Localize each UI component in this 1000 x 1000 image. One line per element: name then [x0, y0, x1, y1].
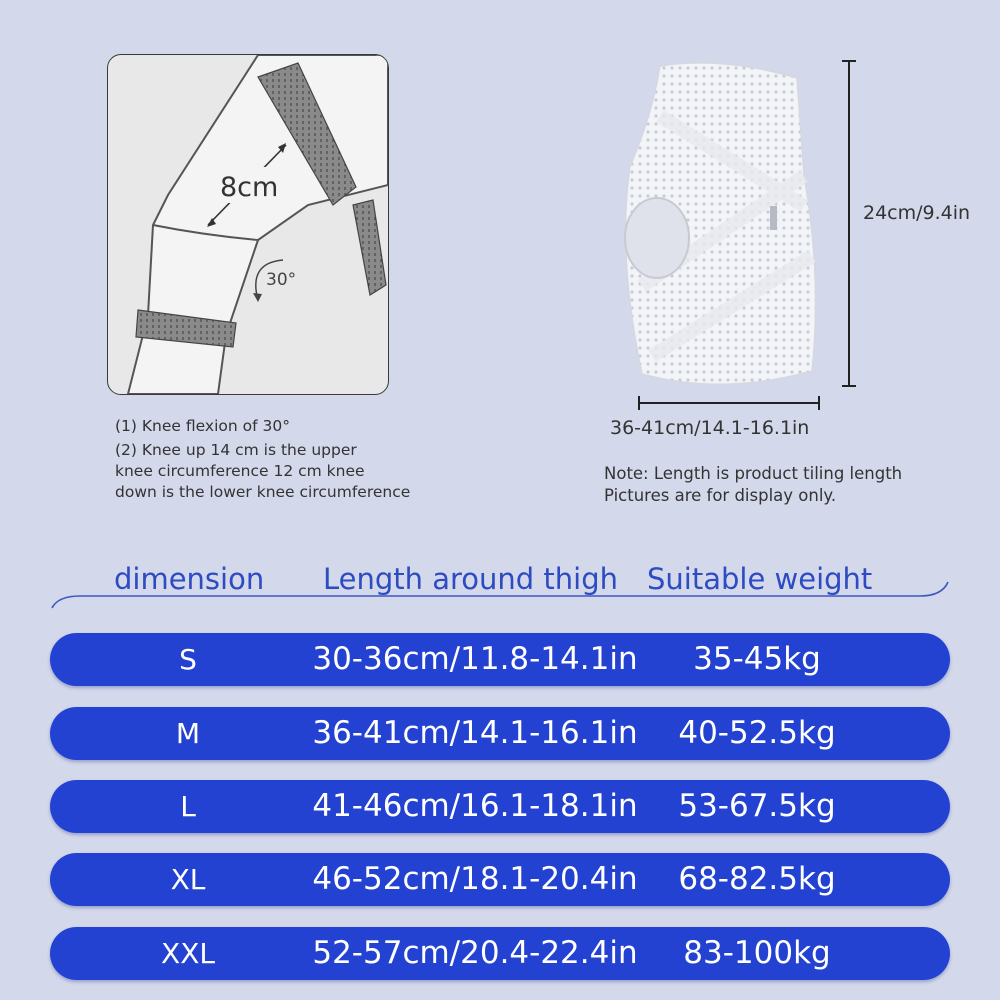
size-cell: S: [179, 643, 197, 676]
measure-note-2: (2) Knee up 14 cm is the upper: [115, 441, 357, 459]
product-note-2: Pictures are for display only.: [604, 486, 837, 505]
leg-outline: [128, 55, 388, 394]
thigh-cell: 41-46cm/16.1-18.1in: [312, 788, 638, 824]
patella-opening: [625, 198, 689, 278]
weight-cell: 35-45kg: [693, 641, 821, 677]
angle-label: 30°: [266, 270, 297, 290]
thigh-cell: 46-52cm/18.1-20.4in: [312, 861, 638, 897]
size-row-xl: [50, 853, 950, 906]
width-dimension-line: [638, 402, 820, 404]
header-weight: Suitable weight: [647, 562, 873, 596]
weight-cell: 40-52.5kg: [678, 715, 836, 751]
size-cell: L: [180, 790, 196, 823]
measure-note-3: knee circumference 12 cm knee: [115, 462, 365, 480]
size-cell: XXL: [161, 937, 215, 970]
width-label: 36-41cm/14.1-16.1in: [610, 417, 810, 439]
measure-note-4: down is the lower knee circumference: [115, 483, 411, 501]
size-row-m: [50, 707, 950, 760]
side-tape-measure: [353, 200, 386, 295]
knee-drawing: [108, 55, 388, 394]
length-dimension-line: [848, 60, 850, 387]
thigh-cell: 52-57cm/20.4-22.4in: [312, 935, 638, 971]
length-label: 24cm/9.4in: [863, 202, 971, 224]
size-row-xxl: [50, 927, 950, 980]
thigh-cell: 36-41cm/14.1-16.1in: [312, 715, 638, 751]
header-dimension: dimension: [114, 562, 265, 596]
knee-sleeve-image: [612, 56, 832, 396]
size-row-l: [50, 780, 950, 833]
header-thigh: Length around thigh: [323, 562, 619, 596]
header-underline: [50, 578, 950, 612]
distance-label: 8cm: [220, 172, 279, 203]
thigh-cell: 30-36cm/11.8-14.1in: [312, 641, 638, 677]
measure-note-1: (1) Knee flexion of 30°: [115, 417, 290, 435]
knee-measurement-illustration: [107, 54, 389, 395]
weight-cell: 68-82.5kg: [678, 861, 836, 897]
size-cell: XL: [170, 863, 206, 896]
weight-cell: 53-67.5kg: [678, 788, 836, 824]
size-cell: M: [175, 717, 201, 750]
size-row-s: [50, 633, 950, 686]
product-note-1: Note: Length is product tiling length: [604, 464, 903, 483]
weight-cell: 83-100kg: [683, 935, 831, 971]
